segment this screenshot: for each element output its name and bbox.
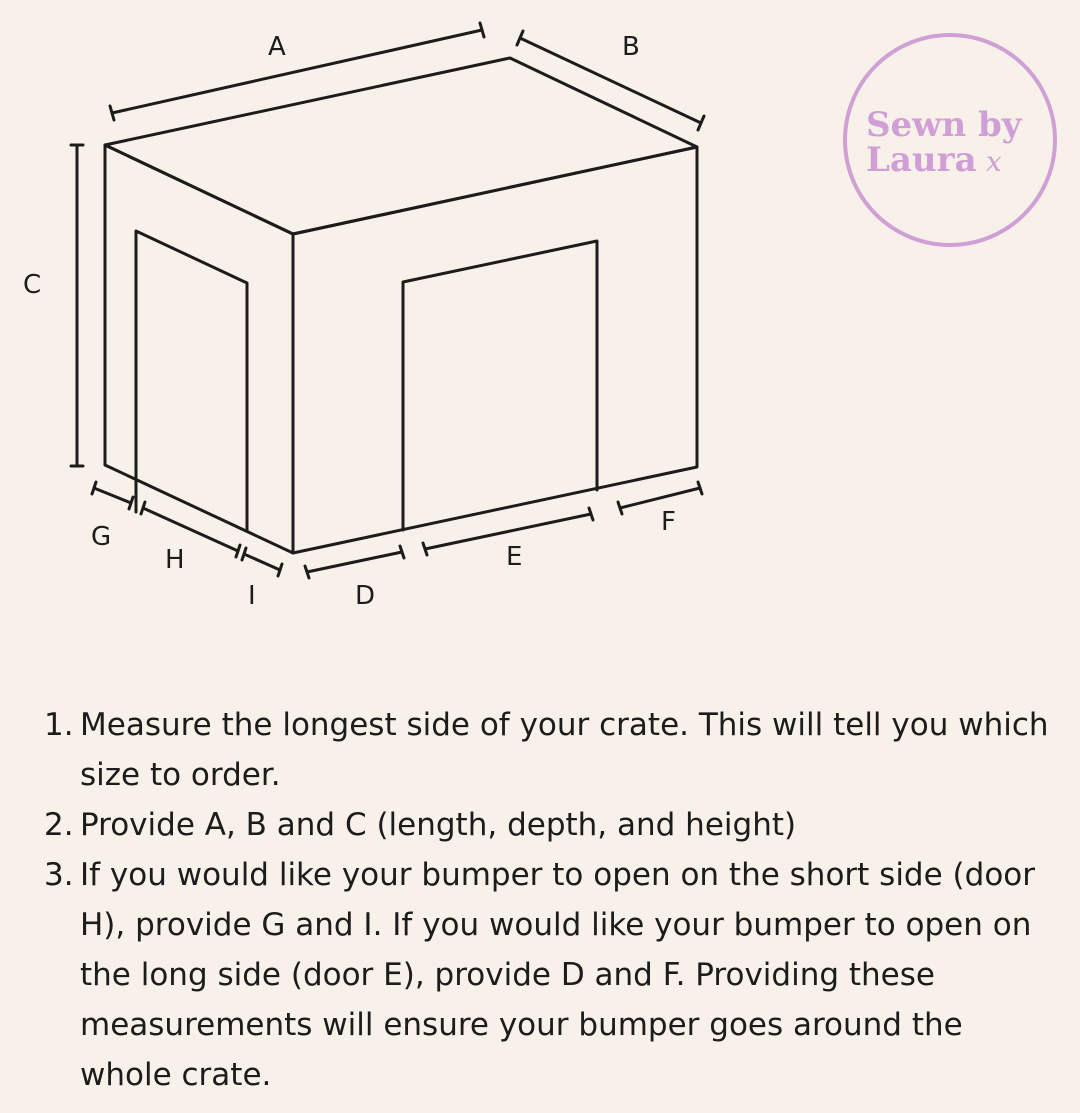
instruction-item <box>44 800 1064 850</box>
crate-long-side-face <box>293 147 697 553</box>
instruction-text: Measure the longest side of your crate. This will tell you which size to order. <box>80 707 1049 793</box>
dimension-line-d <box>305 546 404 578</box>
dimension-line-f <box>618 482 702 514</box>
crate-top-face <box>105 58 697 234</box>
label-h: H <box>165 545 185 575</box>
sewn-by-laura-logo <box>845 35 1055 245</box>
instruction-item <box>44 700 1064 800</box>
dimension-line-g <box>92 482 133 509</box>
label-a: A <box>268 32 286 62</box>
instruction-item <box>44 850 1064 1100</box>
instruction-number: 1. <box>44 707 74 743</box>
instruction-text: Provide A, B and C (length, depth, and height) <box>80 807 797 843</box>
dimension-line-a <box>110 23 484 120</box>
dimension-line-i <box>242 548 282 576</box>
logo-line-2: Laura <box>866 140 977 180</box>
instructions-list <box>44 700 1064 1100</box>
logo-line-1: Sewn by <box>866 105 1022 145</box>
label-d: D <box>355 581 376 611</box>
label-c: C <box>23 270 42 300</box>
door-e-outline <box>403 241 597 530</box>
label-i: I <box>248 581 256 611</box>
dimension-line-b <box>517 31 704 130</box>
label-b: B <box>622 32 640 62</box>
instruction-number: 3. <box>44 857 74 893</box>
dimension-line-h <box>141 502 240 557</box>
logo-signature-mark: x <box>986 145 1002 178</box>
label-g: G <box>91 522 112 552</box>
instruction-text: If you would like your bumper to open on the short side (door H), provide G and I. If you would like your bumper to open on the long side (door E), provide D and F. Providing these measurements will ensure your bumper goes around the whole crate. <box>80 857 1035 1093</box>
instruction-number: 2. <box>44 807 74 843</box>
label-e: E <box>506 542 523 572</box>
label-f: F <box>661 507 676 537</box>
door-h-outline <box>136 231 247 530</box>
dimension-line-c <box>71 145 83 466</box>
crate-short-side-face <box>105 145 293 553</box>
